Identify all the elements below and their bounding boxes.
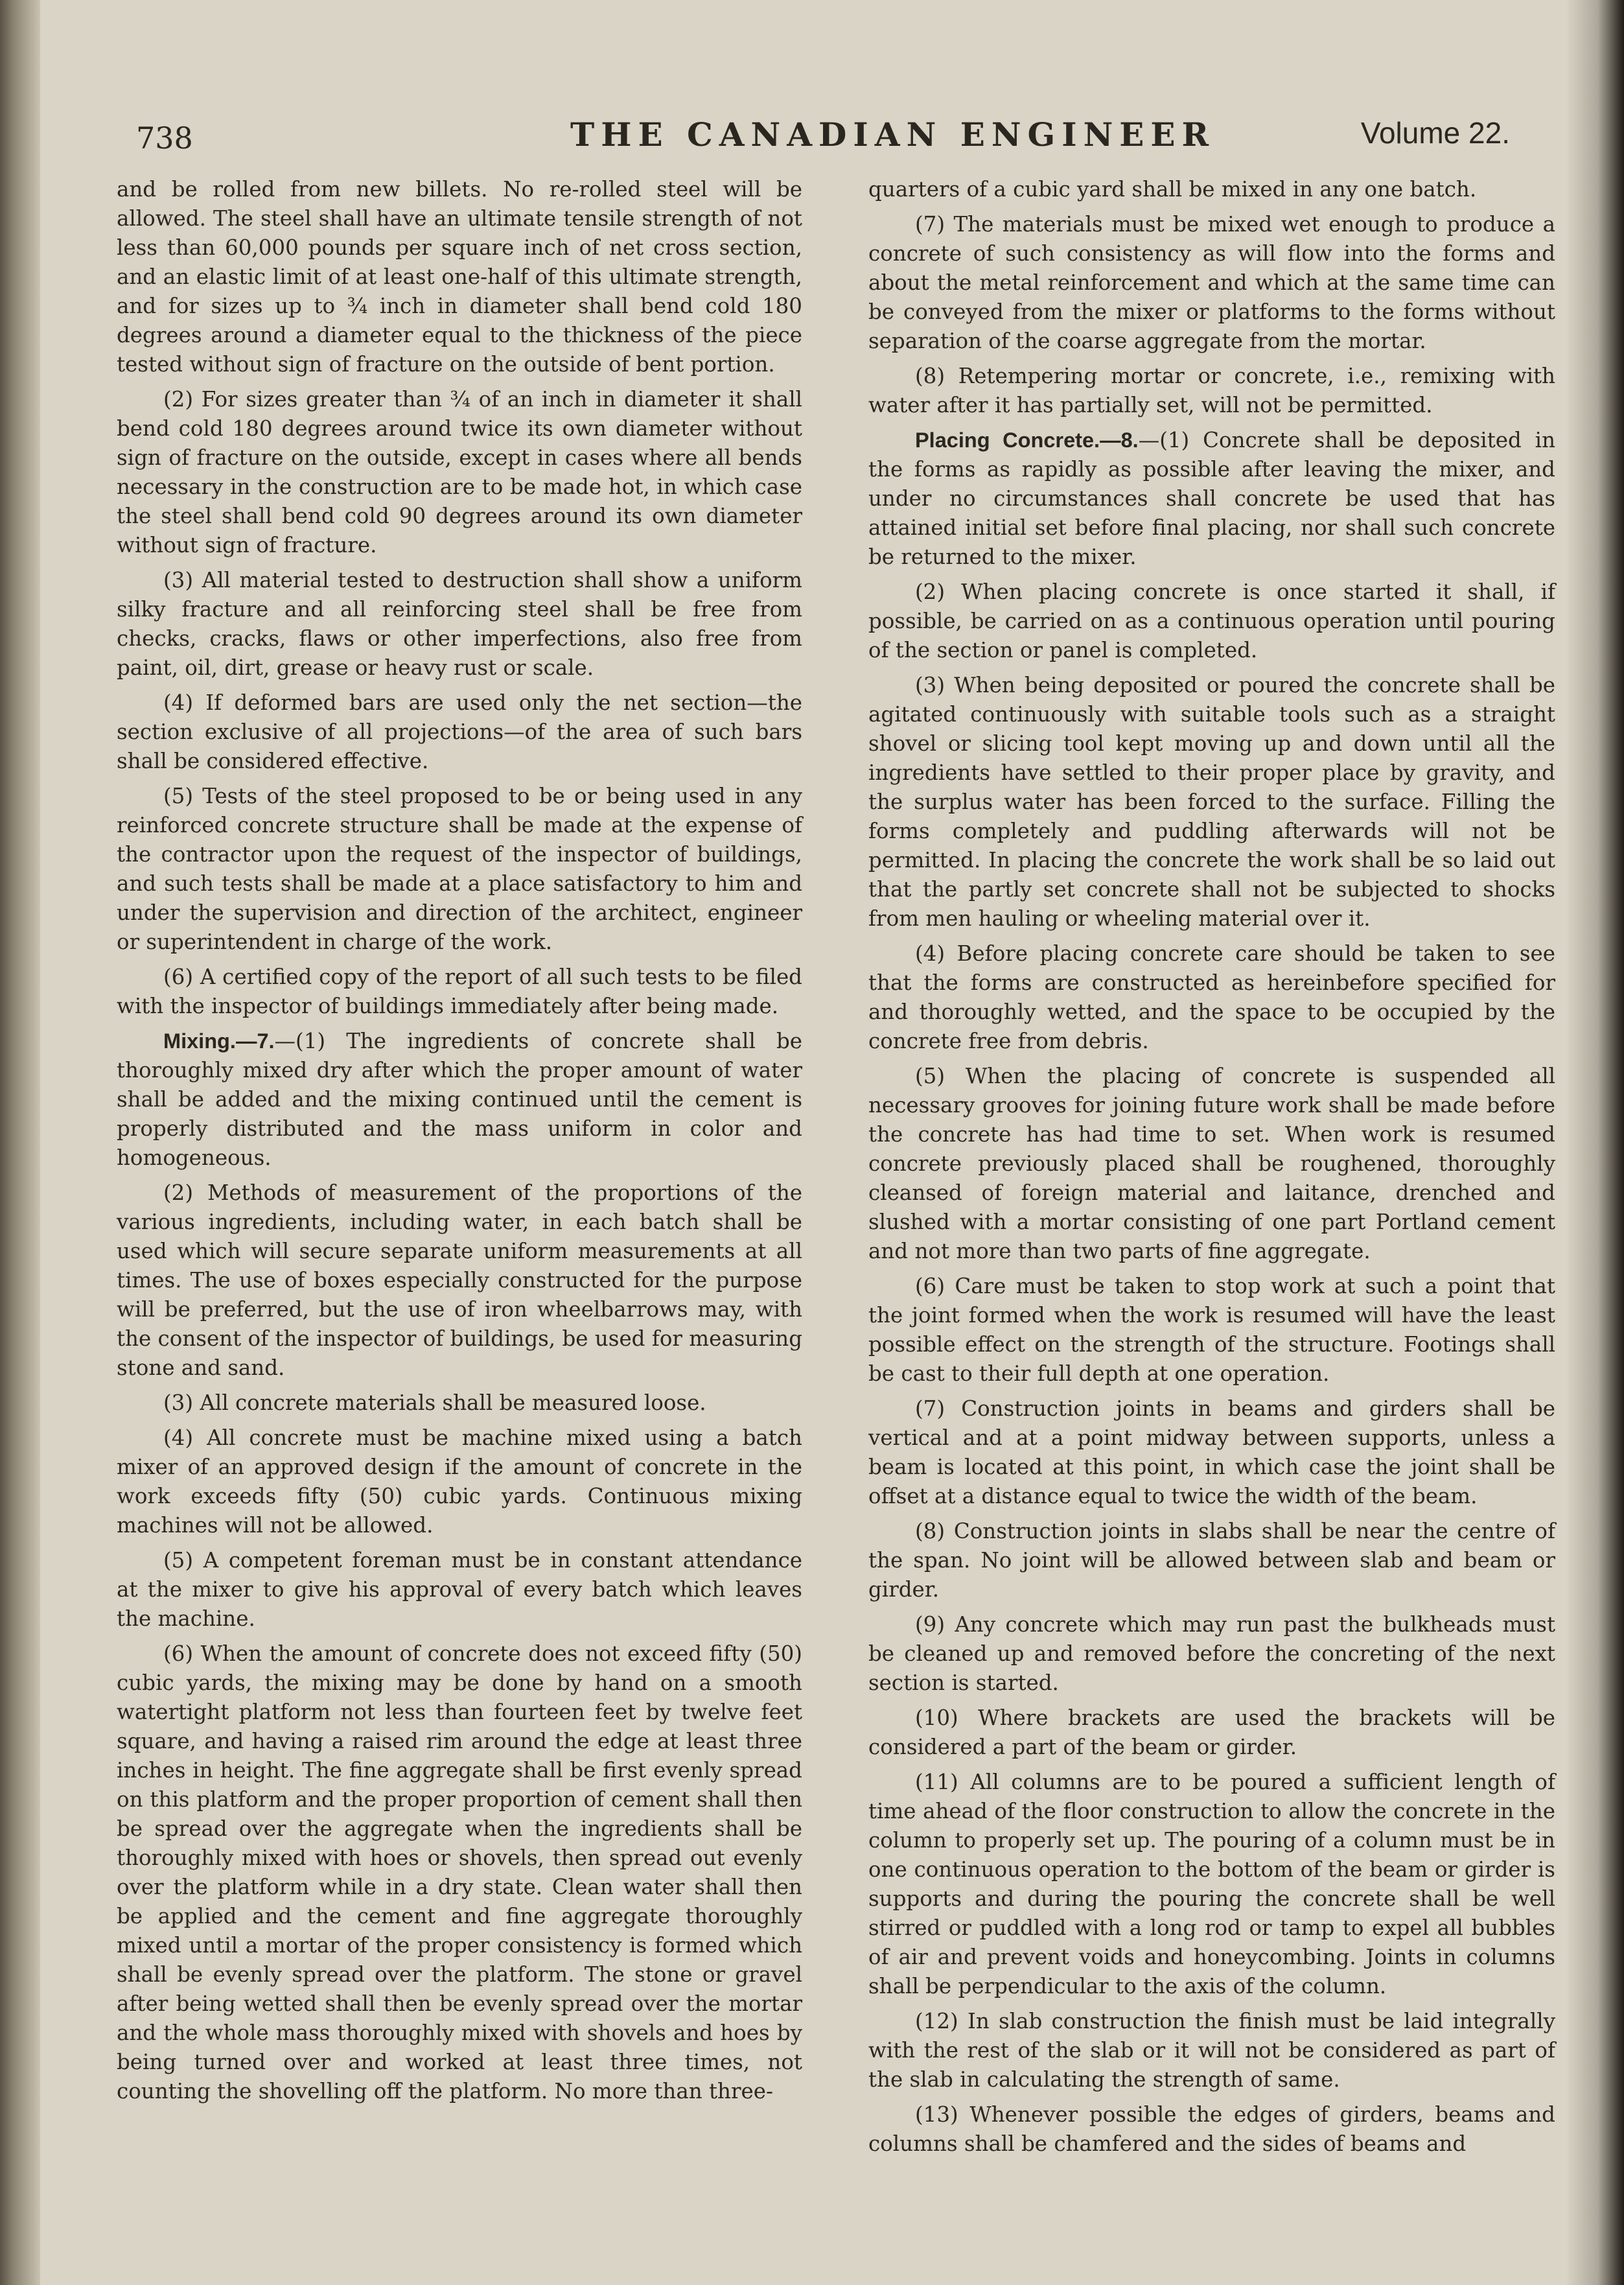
paragraph: (8) Retempering mortar or concrete, i.e., remixing with water after it has partially set, will not be permitted. [868, 364, 1555, 417]
paragraph: (8) Construction joints in slabs shall be near the centre of the span. No joint will be allowed between slab and beam or girder. [868, 1519, 1555, 1602]
paragraph: (7) The materials must be mixed wet enough to produce a concrete of such consistency as will flow into the forms and about the metal reinforcement and which at the same time can be conveyed from the mixer or platforms to the forms without separation of the coarse aggregate from the mortar. [868, 212, 1555, 353]
section-heading-mixing: Mixing.—7. [163, 1029, 275, 1053]
section-heading-placing-concrete: Placing Concrete.—8. [915, 428, 1139, 452]
paragraph: quarters of a cubic yard shall be mixed in any one batch. [868, 177, 1477, 202]
paragraph: (12) In slab construction the finish must be laid integrally with the rest of the slab or it will not be considered as part of the slab in calculating the strength of same. [868, 2009, 1555, 2092]
page-number: 738 [136, 121, 193, 156]
book-gutter [0, 0, 40, 2285]
paragraph: (3) When being deposited or poured the concrete shall be agitated continuously with suitable tools such as a straight shovel or slicing tool kept moving up and down until all the ingredients have settled to their proper place by gravity, and the surplus water has been forced to the surface. Filling the forms completely and puddling afterwards will not be permitted. In placing the concrete the work shall be so laid out that the partly set concrete shall not be subjected to shocks from men hauling or wheeling material over it. [868, 673, 1555, 931]
paragraph: (3) All concrete materials shall be measured loose. [163, 1390, 706, 1415]
paragraph: (2) Methods of measurement of the proportions of the various ingredients, including water, in each batch shall be used which will secure separate uniform measurements at all times. The use of boxes especially constructed for the purpose will be preferred, but the use of iron wheelbarrows may, with the consent of the inspector of buildings, be used for measuring stone and sand. [117, 1180, 802, 1380]
paragraph: and be rolled from new billets. No re-rolled steel will be allowed. The steel shall have an ultimate tensile strength of not less than 60,000 pounds per square inch of net cross section, and an elastic limit of at least one-half of this ultimate strength, and for sizes up to ¾ inch in diameter shall bend cold 180 degrees around a diameter equal to the thickness of the piece tested without sign of fracture on the outside of bent portion. [117, 177, 802, 377]
paragraph: (2) When placing concrete is once started it shall, if possible, be carried on as a continuous operation until pouring of the section or panel is completed. [868, 580, 1555, 662]
paragraph: (6) Care must be taken to stop work at such a point that the joint formed when the work is resumed will have the least possible effect on the strength of the structure. Footings shall be cast to their full depth at one operation. [868, 1274, 1555, 1386]
paragraph: (4) All concrete must be machine mixed using a batch mixer of an approved design if the amount of concrete in the work exceeds fifty (50) cubic yards. Continuous mixing machines will not be allowed. [117, 1425, 802, 1538]
paragraph: (6) A certified copy of the report of all such tests to be filed with the inspector of buildings immediately after being made. [117, 965, 802, 1018]
paragraph: (9) Any concrete which may run past the bulkheads must be cleaned up and removed before the concreting of the next section is started. [868, 1612, 1555, 1695]
paragraph: (5) A competent foreman must be in constant attendance at the mixer to give his approval of every batch which leaves the machine. [117, 1548, 802, 1631]
paragraph: (7) Construction joints in beams and girders shall be vertical and at a point midway between supports, unless a beam is located at this point, in which case the joint shall be offset at a distance equal to twice the width of the beam. [868, 1396, 1555, 1508]
journal-title: THE CANADIAN ENGINEER [570, 115, 1216, 154]
paragraph: (5) Tests of the steel proposed to be or being used in any reinforced concrete structure shall be made at the expense of the contractor upon the request of the inspector of buildings, and such tests shall be made at a place satisfactory to him and under the supervision and direction of the architect, engineer or superintendent in charge of the work. [117, 784, 802, 954]
paragraph: (6) When the amount of concrete does not exceed fifty (50) cubic yards, the mixing may be done by hand on a smooth watertight platform not less than fourteen feet by twelve feet square, and having a raised rim around the edge at least three inches in height. The fine aggregate shall be first evenly spread on this platform and the proper proportion of cement shall then be spread over the aggregate when the ingredients shall be thoroughly mixed with hoes or shovels, then spread out evenly over the platform while in a dry state. Clean water shall then be applied and the cement and fine aggregate thoroughly mixed until a mortar of the proper consistency is formed which shall be evenly spread over the platform. The stone or gravel after being wetted shall then be evenly spread over the mortar and the whole mass thoroughly mixed with shovels and hoes by being turned over and worked at least three times, not counting the shovelling off the platform. No more than three- [117, 1641, 802, 2103]
paragraph: (3) All material tested to destruction shall show a uniform silky fracture and all reinforcing steel shall be free from checks, cracks, flaws or other imperfections, also free from paint, oil, dirt, grease or heavy rust or scale. [117, 568, 802, 680]
left-text-column [117, 175, 802, 2112]
right-text-column [868, 175, 1555, 2164]
paragraph: (13) Whenever possible the edges of girders, beams and columns shall be chamfered and the sides of beams and [868, 2102, 1555, 2156]
paragraph: (10) Where brackets are used the brackets will be considered a part of the beam or girder. [868, 1705, 1555, 1759]
page-edge-shadow [1566, 0, 1624, 2285]
volume-label: Volume 22. [1360, 116, 1510, 150]
paragraph: Placing Concrete.—8.—(1) Concrete shall be deposited in the forms as rapidly as possible after leaving the mixer, and under no circumstances shall concrete be used that has attained initial set before final placing, nor shall such concrete be returned to the mixer. [868, 428, 1555, 569]
paragraph: (4) If deformed bars are used only the net section—the section exclusive of all projections—of the area of such bars shall be considered effective. [117, 690, 802, 773]
paragraph: (2) For sizes greater than ¾ of an inch in diameter it shall bend cold 180 degrees around twice its own diameter without sign of fracture on the outside, except in cases where all bends necessary in the construction are to be made hot, in which case the steel shall bend cold 90 degrees around its own diameter without sign of fracture. [117, 387, 802, 557]
paragraph: Mixing.—7.—(1) The ingredients of concrete shall be thoroughly mixed dry after which the proper amount of water shall be added and the mixing continued until the cement is properly distributed and the mass uniform in color and homogeneous. [117, 1029, 802, 1170]
paragraph: (11) All columns are to be poured a sufficient length of time ahead of the floor construction to allow the concrete in the column to properly set up. The pouring of a column must be in one continuous operation to the bottom of the beam or girder is supports and during the pouring the concrete shall be well stirred or puddled with a long rod or tamp to expel all bubbles of air and prevent voids and honeycombing. Joints in columns shall be perpendicular to the axis of the column. [868, 1770, 1555, 1998]
running-header [136, 110, 1510, 156]
paragraph: (5) When the placing of concrete is suspended all necessary grooves for joining future work shall be made before the concrete has had time to set. When work is resumed concrete previously placed shall be roughened, thoroughly cleansed of foreign material and laitance, drenched and slushed with a mortar consisting of one part Portland cement and not more than two parts of fine aggregate. [868, 1064, 1555, 1263]
paragraph: (4) Before placing concrete care should be taken to see that the forms are constructed as hereinbefore specified for and thoroughly wetted, and the space to be occupied by the concrete free from debris. [868, 941, 1555, 1053]
